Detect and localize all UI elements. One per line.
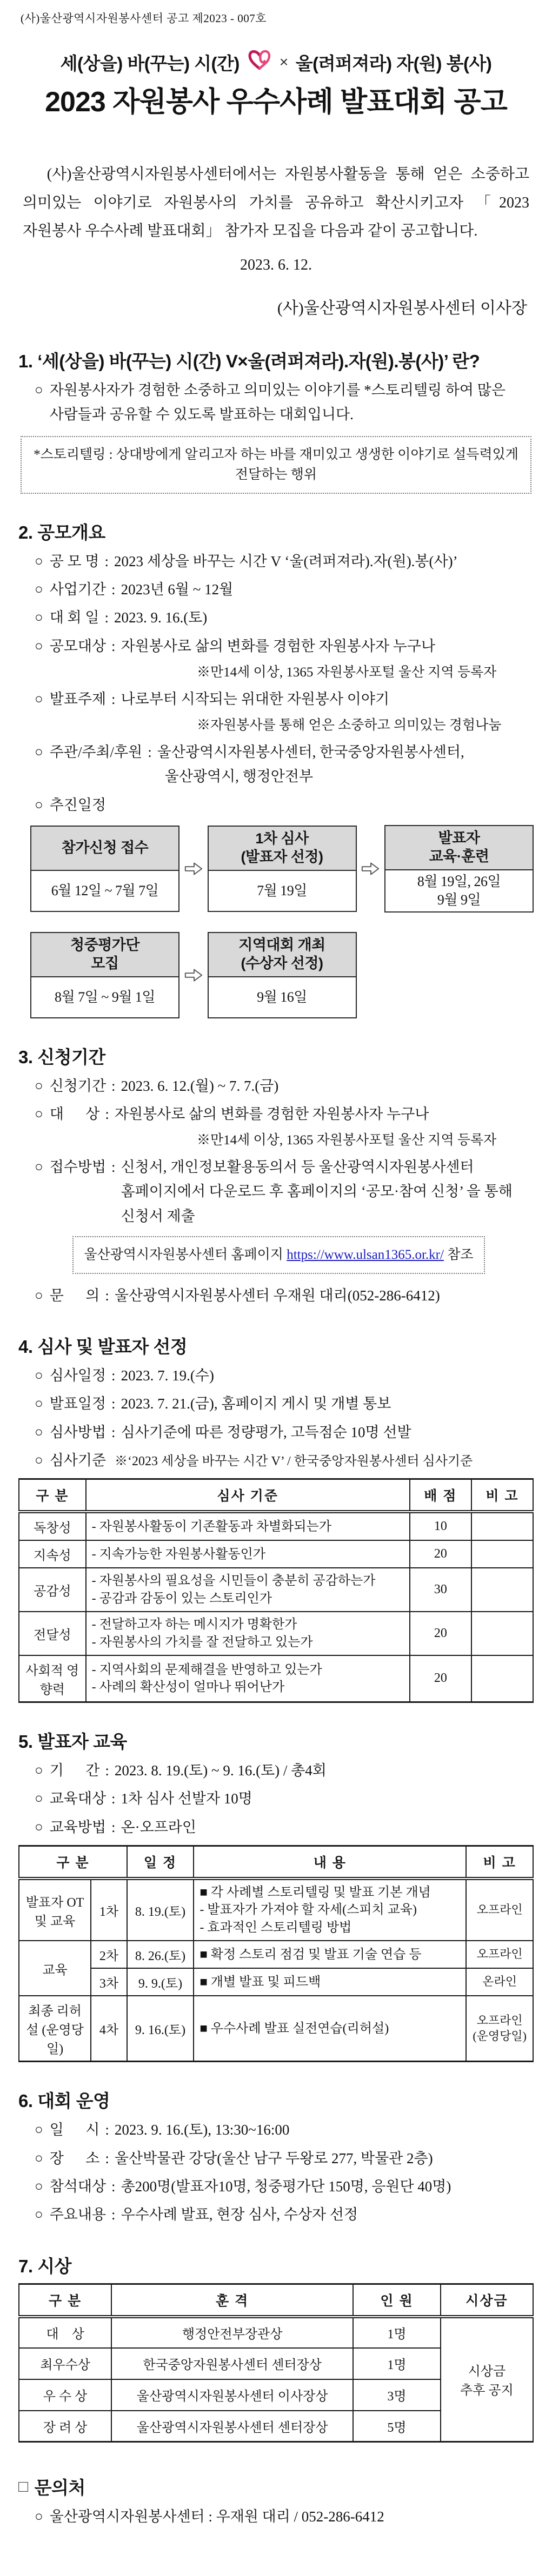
- flow-box-body: [31, 871, 178, 911]
- flow-box-date: 9월 16일: [257, 989, 307, 1005]
- item-value: 2023. 9. 16.(토): [114, 609, 208, 626]
- flow-box-date: 8월 19일, 26일: [417, 873, 501, 889]
- colon: :: [105, 1287, 109, 1304]
- judging-item-method: [35, 1420, 534, 1445]
- circle-bullet-icon: ○: [35, 2178, 43, 2194]
- col-points: 배 점: [410, 1479, 471, 1512]
- flow-box-audience: [30, 932, 179, 1018]
- section5-heading: 5. 발표자 교육: [18, 1731, 127, 1752]
- cell-category: 공감성: [19, 1568, 86, 1612]
- item-value: 2023. 8. 19.(토) ~ 9. 16.(토) / 총4회: [114, 1762, 327, 1779]
- section2-heading: 2. 공모개요: [18, 522, 105, 542]
- circle-bullet-icon: ○: [35, 1287, 43, 1303]
- flow-row-2: [30, 932, 534, 1018]
- item-label: 사업기간: [49, 581, 107, 598]
- cell-content-line: - 효과적인 스토리텔링 방법: [199, 1920, 352, 1935]
- item-value: 온·오프라인: [121, 1819, 196, 1835]
- awards-table: [18, 2283, 534, 2443]
- flow-arrow-icon: [179, 967, 208, 983]
- section3-heading: 3. 신청기간: [18, 1046, 105, 1067]
- col-honor: 훈 격: [111, 2284, 353, 2317]
- circle-bullet-icon: ○: [35, 1790, 43, 1807]
- cell-criteria: - 공감과 감동이 있는 스토리인가: [91, 1591, 272, 1606]
- flow-box-date: 7월 19일: [257, 882, 307, 898]
- item-value: 2023. 6. 12.(월) ~ 7. 7.(금): [121, 1077, 279, 1094]
- doc-number: (사)울산광역시자원봉사센터 공고 제2023 - 007호: [21, 12, 267, 25]
- cell-criteria: - 지역사회의 문제해결을 반영하고 있는가: [91, 1662, 322, 1677]
- cell-remark: [471, 1568, 533, 1612]
- table-header-row: [19, 1479, 533, 1512]
- item-value: 2023년 6월 ~ 12월: [121, 581, 234, 598]
- cell-count: 1명: [353, 2348, 441, 2379]
- link-prefix: 울산광역시자원봉사센터 홈페이지: [84, 1247, 287, 1263]
- cell-remark: [471, 1612, 533, 1655]
- operation-item-attendees: [35, 2175, 534, 2199]
- contact-line-row: [35, 2505, 534, 2529]
- square-bullet-icon: □: [18, 2477, 28, 2496]
- item-value: 울산박물관 강당(울산 남구 두왕로 277, 박물관 2층): [114, 2150, 433, 2166]
- application-item-method: [35, 1155, 534, 1229]
- judging-criteria-table: [18, 1478, 534, 1703]
- cell-date: 8. 19.(토): [127, 1879, 194, 1941]
- cell-remark: 오프라인: [466, 1879, 533, 1941]
- section-definition: [18, 347, 534, 494]
- operation-item-datetime: [35, 2118, 534, 2142]
- flow-box-training: [384, 825, 534, 913]
- prize-line: 추후 공지: [460, 2384, 514, 2398]
- colon: :: [111, 638, 116, 654]
- page-title: 2023 자원봉사 우수사례 발표대회 공고: [45, 86, 507, 118]
- item-label: 발표주제: [49, 690, 107, 707]
- item-label: 심사기준: [49, 1452, 107, 1469]
- cell-round: 3차: [91, 1968, 127, 1996]
- col-content: 내 용: [194, 1846, 466, 1879]
- judging-item-announce: [35, 1392, 534, 1416]
- cell-remark-line: (운영당일): [473, 2029, 527, 2043]
- colon: :: [111, 1819, 116, 1835]
- circle-bullet-icon: ○: [35, 1367, 43, 1383]
- flow-box-body: [385, 870, 533, 911]
- colon: :: [111, 1367, 116, 1384]
- flow-box-header: [31, 827, 178, 871]
- item-label: 발표일정: [49, 1396, 107, 1412]
- section-application: [18, 1043, 534, 1308]
- flow-box-application: [30, 826, 179, 912]
- flow-box-first-review: [208, 826, 357, 912]
- colon: :: [105, 1762, 109, 1779]
- cell-points: 10: [410, 1512, 471, 1540]
- cell-grade: 우 수 상: [19, 2379, 111, 2411]
- item-label: 기 간: [49, 1762, 100, 1779]
- link-suffix: 참조: [443, 1247, 474, 1263]
- cell-count: 3명: [353, 2379, 441, 2411]
- circle-bullet-icon: ○: [35, 1159, 43, 1175]
- cell-group: 최종 리허설 (운영당일): [19, 1996, 91, 2062]
- cell-content-line: ■ 우수사례 발표 실전연습(리허설): [199, 2021, 389, 2036]
- cell-count: 5명: [353, 2411, 441, 2442]
- col-date: 일 정: [127, 1846, 194, 1879]
- flow-box-regional-contest: [208, 932, 357, 1018]
- item-label: 심사방법: [49, 1424, 107, 1440]
- cell-criteria: - 자원봉사활동이 기존활동과 차별화되는가: [91, 1519, 331, 1534]
- circle-bullet-icon: ○: [35, 690, 43, 707]
- item-label: 주요내용: [49, 2206, 107, 2223]
- item-label: 교육방법: [49, 1819, 107, 1835]
- col-grade: 구 분: [19, 2284, 111, 2317]
- cell-date: 9. 9.(토): [127, 1968, 194, 1996]
- cell-criteria: - 자원봉사의 필요성을 시민들이 충분히 공감하는가: [91, 1574, 376, 1588]
- cell-remark: [471, 1540, 533, 1568]
- contact-heading: 문의처: [34, 2478, 85, 2498]
- cell-grade: 대 상: [19, 2317, 111, 2348]
- judging-item-criteria: [35, 1448, 534, 1473]
- col-criteria: 심사 기준: [86, 1479, 410, 1512]
- item-label: 대 회 일: [49, 609, 99, 626]
- section1-heading: 1. ‘세(상을) 바(꾸는) 시(간) V×울(려퍼져라).자(원).봉(사)’ 란?: [18, 351, 480, 371]
- cell-points: 20: [410, 1655, 471, 1702]
- circle-bullet-icon: ○: [35, 2122, 43, 2138]
- item-label: 문 의: [49, 1287, 100, 1304]
- table-row: [19, 1968, 533, 1996]
- cell-points: 20: [410, 1612, 471, 1655]
- cell-prize: [441, 2317, 533, 2442]
- cell-content-line: - 발표자가 가져야 할 자세(스피치 교육): [199, 1903, 417, 1917]
- colon: :: [111, 1790, 116, 1807]
- colon: :: [111, 2206, 116, 2223]
- cell-remark: [471, 1512, 533, 1540]
- flow-box-date: 8월 7일 ~ 9월 1일: [54, 989, 156, 1005]
- prize-line: 시상금: [468, 2365, 506, 2379]
- colon: :: [111, 581, 116, 598]
- flow-box-title: 지역대회 개최: [238, 936, 325, 953]
- item-value: 1차 심사 선발자 10명: [121, 1790, 252, 1807]
- circle-bullet-icon: ○: [35, 581, 43, 597]
- signer: (사)울산광역시자원봉사센터 이사장: [277, 299, 527, 317]
- circle-bullet-icon: ○: [35, 1819, 43, 1835]
- cell-round: 1차: [91, 1879, 127, 1941]
- item-label: 장 소: [49, 2150, 100, 2166]
- overview-item-hosts: [35, 740, 534, 789]
- heart-logo-icon: [247, 49, 272, 76]
- col-group: 구 분: [19, 1846, 127, 1879]
- circle-bullet-icon: ○: [35, 1077, 43, 1094]
- item-label: 참석대상: [49, 2178, 107, 2195]
- education-item-period: [35, 1759, 534, 1783]
- circle-bullet-icon: ○: [35, 638, 43, 654]
- flow-box-subtitle: 모집: [91, 955, 119, 971]
- overview-item-name: [35, 549, 534, 574]
- hosts-line2: 울산광역시, 행정안전부: [164, 768, 314, 785]
- circle-bullet-icon: ○: [35, 1424, 43, 1440]
- application-item-inquiry: [35, 1284, 534, 1308]
- section-awards: [18, 2252, 534, 2443]
- circle-bullet-icon: ○: [35, 743, 43, 760]
- colon: :: [104, 609, 109, 626]
- contact-heading-row: [18, 2474, 534, 2499]
- item-value: 심사기준에 따른 정량평가, 고득점순 10명 선발: [121, 1424, 411, 1440]
- cell-round: 4차: [91, 1996, 127, 2062]
- hosts-line1: 울산광역시자원봉사센터, 한국중앙자원봉사센터,: [157, 743, 464, 760]
- cell-honor: 울산광역시자원봉사센터 이사장상: [111, 2379, 353, 2411]
- table-row: [19, 1540, 533, 1568]
- colon: :: [148, 743, 152, 760]
- cell-remark: 오프라인: [466, 1941, 533, 1968]
- cell-category: 독창성: [19, 1512, 86, 1540]
- col-remark: 비 고: [466, 1846, 533, 1879]
- item-label: 공모대상: [49, 638, 107, 654]
- section7-heading: 7. 시상: [18, 2256, 71, 2276]
- section-judging: [18, 1333, 534, 1703]
- colon: :: [105, 2122, 109, 2138]
- item-label: 교육대상: [49, 1790, 107, 1807]
- section1-body: 자원봉사자가 경험한 소중하고 의미있는 이야기를 *스토리텔링 하여 많은 사람들과 공유할 수 있도록 발표하는 대회입니다.: [49, 381, 506, 423]
- flow-row-1: [30, 825, 534, 913]
- intro-paragraph: (사)울산광역시자원봉사센터에서는 자원봉사활동을 통해 얻은 소중하고 의미있는 이야기로 자원봉사의 가치를 공유하고 확산시키고자 「2023 자원봉사 우수사례 발표대회」 참가자 모집을 다음과 같이 공고합니다.: [23, 166, 529, 240]
- item-value: 신청서, 개인정보활용동의서 등 울산광역시자원봉사센터 홈페이지에서 다운로드 후 홈페이지의 ‘공모·참여 신청’ 을 통해 신청서 제출: [121, 1159, 513, 1224]
- col-category: 구 분: [19, 1479, 86, 1512]
- operation-item-venue: [35, 2146, 534, 2171]
- cell-honor: 행정안전부장관상: [111, 2317, 353, 2348]
- item-label: 심사일정: [49, 1367, 107, 1384]
- tagline-right: 울(려퍼져라) 자(원) 봉(사): [295, 53, 492, 73]
- cell-points: 30: [410, 1568, 471, 1612]
- cell-criteria: - 사례의 확산성이 얼마나 뛰어난가: [91, 1680, 285, 1694]
- section-education: [18, 1728, 534, 2062]
- item-value: 2023 세상을 바꾸는 시간 V ‘울(려퍼져라).자(원).봉(사)’: [114, 553, 458, 569]
- flow-box-header: [385, 826, 533, 870]
- announcement-date: 2023. 6. 12.: [240, 256, 312, 273]
- times-icon: ×: [279, 53, 288, 70]
- colon: :: [111, 1396, 116, 1412]
- table-row: [19, 1512, 533, 1540]
- cell-grade: 장 려 상: [19, 2411, 111, 2442]
- overview-item-target: [35, 634, 534, 659]
- table-row: [19, 1655, 533, 1702]
- operation-item-contents: [35, 2203, 534, 2227]
- item-value: 자원봉사로 삶의 변화를 경험한 자원봉사자 누구나: [121, 638, 436, 654]
- flow-box-body: [31, 977, 178, 1017]
- section-contact: [18, 2474, 534, 2529]
- application-target-note: ※만14세 이상, 1365 자원봉사포털 울산 지역 등록자: [197, 1133, 497, 1148]
- storytelling-note-box: *스토리텔링 : 상대방에게 알리고자 하는 바를 재미있고 생생한 이야기로 설득력있게 전달하는 행위: [21, 436, 531, 494]
- cell-remark-line: 오프라인: [476, 2014, 523, 2028]
- flow-box-title: 청중평가단: [70, 936, 139, 953]
- overview-item-period: [35, 578, 534, 602]
- schedule-flowchart: [30, 825, 534, 1018]
- colon: :: [111, 1077, 116, 1094]
- flow-box-body: [209, 977, 356, 1017]
- application-item-period: [35, 1074, 534, 1098]
- item-label: 공 모 명: [49, 553, 99, 569]
- contact-line: 울산광역시자원봉사센터 : 우재원 대리 / 052-286-6412: [49, 2508, 384, 2525]
- cell-remark: 온라인: [466, 1968, 533, 1996]
- cell-category: 지속성: [19, 1540, 86, 1568]
- cell-honor: 한국중앙자원봉사센터 센터장상: [111, 2348, 353, 2379]
- homepage-link-box: [72, 1236, 485, 1274]
- section1-body-row: [35, 378, 534, 427]
- item-value: 자원봉사로 삶의 변화를 경험한 자원봉사자 누구나: [114, 1105, 429, 1122]
- flow-box-subtitle: (수상자 선정): [241, 955, 323, 971]
- item-label: 일 시: [49, 2122, 100, 2138]
- col-count: 인 원: [353, 2284, 441, 2317]
- colon: :: [111, 690, 116, 707]
- item-label: 추진일정: [49, 796, 107, 813]
- colon: :: [111, 2178, 116, 2195]
- section-overview: [18, 519, 534, 1018]
- col-prize: 시상금: [441, 2284, 533, 2317]
- cell-group: 교육: [19, 1941, 91, 1996]
- table-header-row: [19, 2284, 533, 2317]
- tagline-left: 세(상을) 바(꾸는) 시(간): [60, 53, 240, 73]
- item-value: 2023. 9. 16.(토), 13:30~16:00: [114, 2122, 290, 2138]
- flow-box-title: 참가신청 접수: [61, 839, 149, 856]
- item-label: 접수방법: [49, 1159, 107, 1176]
- item-value: 2023. 7. 19.(수): [121, 1367, 214, 1384]
- overview-item-schedule: [35, 793, 534, 817]
- table-row: [19, 1879, 533, 1941]
- cell-count: 1명: [353, 2317, 441, 2348]
- education-item-method: [35, 1815, 534, 1840]
- cell-content-line: ■ 개별 발표 및 피드백: [199, 1975, 321, 1989]
- cell-category: 전달성: [19, 1612, 86, 1655]
- topic-note: ※자원봉사를 통해 얻은 소중하고 의미있는 경험나눔: [197, 718, 502, 733]
- circle-bullet-icon: ○: [35, 2206, 43, 2223]
- circle-bullet-icon: ○: [35, 1396, 43, 1412]
- cell-content-line: ■ 확정 스토리 점검 및 발표 기술 연습 등: [199, 1947, 422, 1962]
- flow-box-date: 6월 12일 ~ 7월 7일: [51, 882, 159, 898]
- target-note: ※만14세 이상, 1365 자원봉사포털 울산 지역 등록자: [197, 665, 497, 680]
- item-value: 울산광역시자원봉사센터 우재원 대리(052-286-6412): [114, 1287, 440, 1304]
- cell-criteria: - 지속가능한 자원봉사활동인가: [91, 1547, 266, 1561]
- circle-bullet-icon: ○: [35, 2150, 43, 2166]
- colon: :: [111, 1159, 116, 1176]
- cell-points: 20: [410, 1540, 471, 1568]
- table-row: [19, 1941, 533, 1968]
- circle-bullet-icon: ○: [35, 609, 43, 626]
- table-row: [19, 1568, 533, 1612]
- circle-bullet-icon: ○: [35, 1452, 43, 1468]
- circle-bullet-icon: ○: [35, 796, 43, 813]
- cell-criteria: - 자원봉사의 가치를 잘 전달하고 있는가: [91, 1635, 313, 1649]
- cell-round: 2차: [91, 1941, 127, 1968]
- cell-date: 8. 26.(토): [127, 1941, 194, 1968]
- cell-category: 사회적 영향력: [19, 1655, 86, 1702]
- cell-grade: 최우수상: [19, 2348, 111, 2379]
- tagline: [18, 49, 534, 76]
- education-schedule-table: [18, 1845, 534, 2062]
- cell-date: 9. 16.(토): [127, 1996, 194, 2062]
- col-remark: 비 고: [471, 1479, 533, 1512]
- criteria-note: ※‘2023 세상을 바꾸는 시간 V’ / 한국중앙자원봉사센터 심사기준: [115, 1454, 473, 1469]
- cell-group: 발표자 OT 및 교육: [19, 1879, 91, 1941]
- table-row: [19, 1612, 533, 1655]
- flow-box-header: [209, 933, 356, 977]
- flow-box-title: 발표자: [438, 830, 480, 847]
- circle-bullet-icon: ○: [35, 1762, 43, 1778]
- cell-criteria: - 전달하고자 하는 메시지가 명확한가: [91, 1618, 297, 1632]
- flow-box-subtitle: (발표자 선정): [241, 848, 323, 865]
- flow-box-header: [209, 827, 356, 871]
- cell-remark: [471, 1655, 533, 1702]
- flow-box-body: [209, 871, 356, 911]
- application-item-target: [35, 1102, 534, 1126]
- table-header-row: [19, 1846, 533, 1879]
- colon: :: [105, 2150, 109, 2166]
- item-label: 대 상: [49, 1105, 100, 1122]
- item-value: 나로부터 시작되는 위대한 자원봉사 이야기: [121, 690, 390, 707]
- item-value: 총200명(발표자10명, 청중평가단 150명, 응원단 40명): [121, 2178, 451, 2195]
- circle-bullet-icon: ○: [35, 1105, 43, 1122]
- item-label: 주관/주최/후원: [49, 743, 143, 760]
- flow-arrow-icon: [179, 861, 208, 877]
- colon: :: [104, 553, 109, 569]
- homepage-link[interactable]: https://www.ulsan1365.or.kr/: [287, 1247, 444, 1263]
- table-row: [19, 1996, 533, 2062]
- flow-arrow-icon: [357, 861, 385, 877]
- flow-box-title: 1차 심사: [255, 830, 309, 847]
- table-row: [19, 2317, 533, 2348]
- cell-honor: 울산광역시자원봉사센터 센터장상: [111, 2411, 353, 2442]
- section-event-operation: [18, 2087, 534, 2227]
- cell-content-line: ■ 각 사례별 스토리텔링 및 발표 기본 개념: [199, 1886, 431, 1900]
- circle-bullet-icon: ○: [35, 553, 43, 569]
- flow-box-date2: 9월 9일: [437, 891, 481, 908]
- hosts-value: [157, 740, 534, 789]
- circle-bullet-icon: ○: [35, 2508, 43, 2525]
- overview-item-event-day: [35, 606, 534, 630]
- overview-item-topic: [35, 687, 534, 712]
- judging-item-schedule: [35, 1364, 534, 1388]
- item-value: 2023. 7. 21.(금), 홈페이지 게시 및 개별 통보: [121, 1396, 391, 1412]
- section6-heading: 6. 대회 운영: [18, 2091, 110, 2111]
- colon: :: [111, 1424, 116, 1440]
- education-item-target: [35, 1787, 534, 1811]
- item-label: 신청기간: [49, 1077, 107, 1094]
- flow-box-header: [31, 933, 178, 977]
- flow-box-subtitle: 교육·훈련: [429, 848, 489, 864]
- section4-heading: 4. 심사 및 발표자 선정: [18, 1336, 188, 1357]
- item-value: 우수사례 발표, 현장 심사, 수상자 선정: [121, 2206, 358, 2223]
- circle-bullet-icon: ○: [35, 381, 43, 398]
- colon: :: [105, 1105, 109, 1122]
